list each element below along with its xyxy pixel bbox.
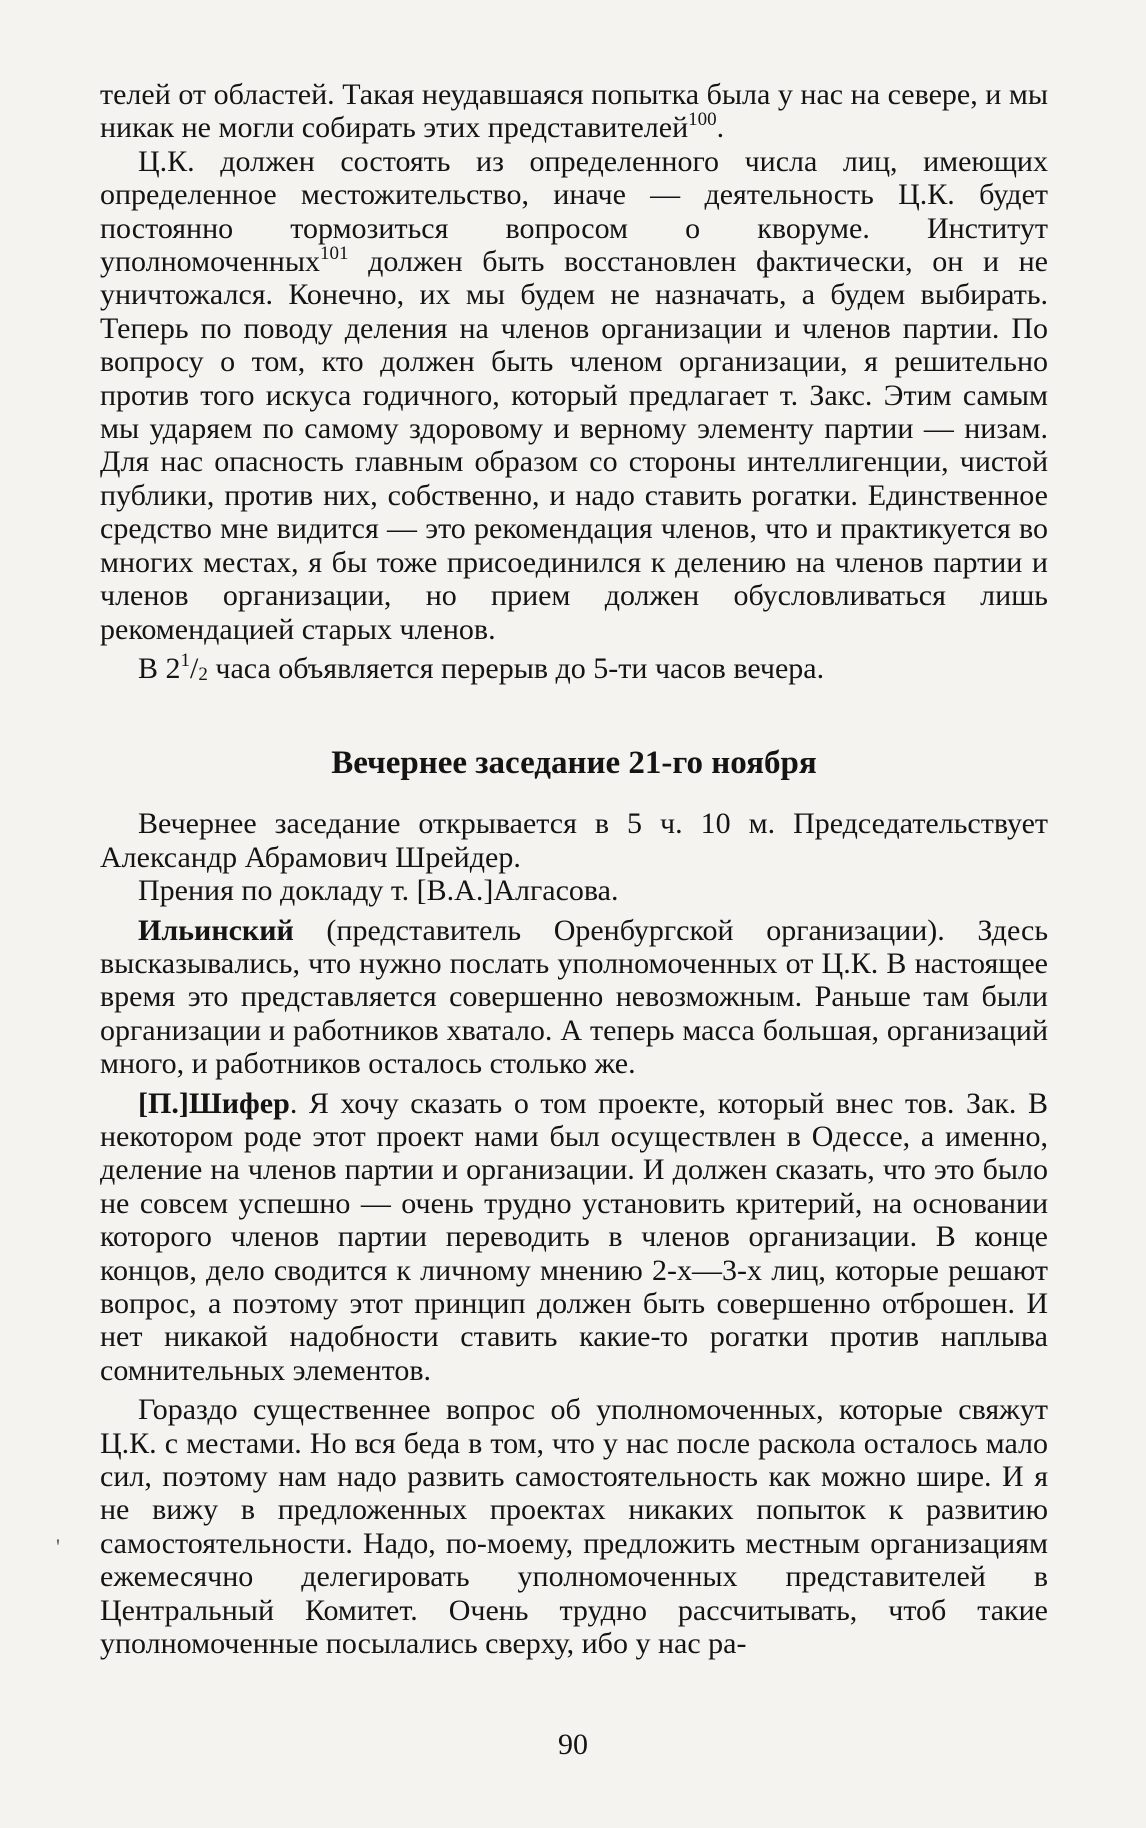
paragraph-session-open: Вечернее заседание открывается в 5 ч. 10 м. Председательствует Александр Абрамович Шрейдер. <box>100 807 1048 874</box>
paragraph-last: Гораздо существеннее вопрос об уполномоченных, которые свяжут Ц.К. с местами. Но вся беда в том, что у нас после раскола осталось мало сил, поэтому нам надо развить самостоятельность как можно шире. И я не вижу в предложенных проектах никаких попыток к развитию самостоятельности. Надо, по-моему, предложить местным организациям ежемесячно делегировать уполномоченных представителей в Центральный Комитет. Очень трудно рассчитывать, чтоб такие уполномоченные посылались сверху, ибо у нас ра- <box>100 1393 1048 1661</box>
paragraph-ilinsky: Ильинский (представитель Оренбургской организации). Здесь высказывались, что нужно послать уполномоченных от Ц.К. В настоящее время это представляется совершенно невозможным. Раньше там были организации и работников хватало. А теперь масса большая, организаций много, и работников осталось столько же. <box>100 913 1048 1081</box>
speaker-name: [П.]Шифер <box>138 1086 290 1120</box>
paragraph-debate: Прения по докладу т. [В.А.]Алгасова. <box>138 874 619 908</box>
fraction-denominator: 2 <box>198 663 208 685</box>
fraction-numerator: 1 <box>180 649 191 671</box>
page-text <box>100 78 1048 1660</box>
paragraph-break-announcement: В $2^1/2$ часа объявляется перерыв до 5-ти часов вечера. <box>138 649 825 685</box>
section-heading: Вечернее заседание 21-го ноября <box>331 745 817 782</box>
margin-mark: ' <box>56 1534 60 1559</box>
footnote-ref-101: 101 <box>320 243 349 265</box>
footnote-ref-100: 100 <box>688 109 717 131</box>
paragraph-cc: Ц.К. должен состоять из определенного числа лиц, имеющих определенное местожительство, иначе — деятельность Ц.К. будет постоянно тормозиться вопросом о кворуме. Институт уполномоченных$^{101}$ должен быть восстановлен фактически, он и не уничтожался. Конечно, их мы будем не назначать, а будем выбирать. Теперь по поводу деления на членов организации и членов партии. По вопросу о том, кто должен быть членом организации, я решительно против того искуса годичного, который предлагает т. Закс. Этим самым мы ударяем по самому здоровому и верному элементу партии — низам. Для нас опасность главным образом со стороны интеллигенции, чистой публики, против них, собственно, и надо ставить рогатки. Единственное средство мне видится — это рекомендация членов, что и практикуется во многих местах, я бы тоже присоединился к делению на членов партии и членов организации, но прием должен обусловливаться лишь рекомендацией старых членов. <box>100 144 1048 646</box>
paragraph-shifer: [П.]Шифер. Я хочу сказать о том проекте, который внес тов. Зак. В некотором роде этот проект нами был осуществлен в Одессе, а именно, деление на членов партии и организации. И должен сказать, что это было не совсем успешно — очень трудно установить критерий, на основании которого членов партии переводить в членов организации. В конце концов, дело сводится к личному мнению 2-х—3-х лиц, которые решают вопрос, а поэтому этот принцип должен быть совершенно отброшен. И нет никакой надобности ставить какие-то рогатки против наплыва сомнительных элементов. <box>100 1086 1048 1387</box>
speaker-name: Ильинский <box>138 913 294 947</box>
page-number: 90 <box>558 1728 588 1761</box>
fraction-slash: / <box>190 651 199 685</box>
paragraph-continuation: телей от областей. Такая неудавшаяся попытка была у нас на севере, и мы никак не могли собирать этих представителей$^{100}$. <box>100 78 1048 145</box>
